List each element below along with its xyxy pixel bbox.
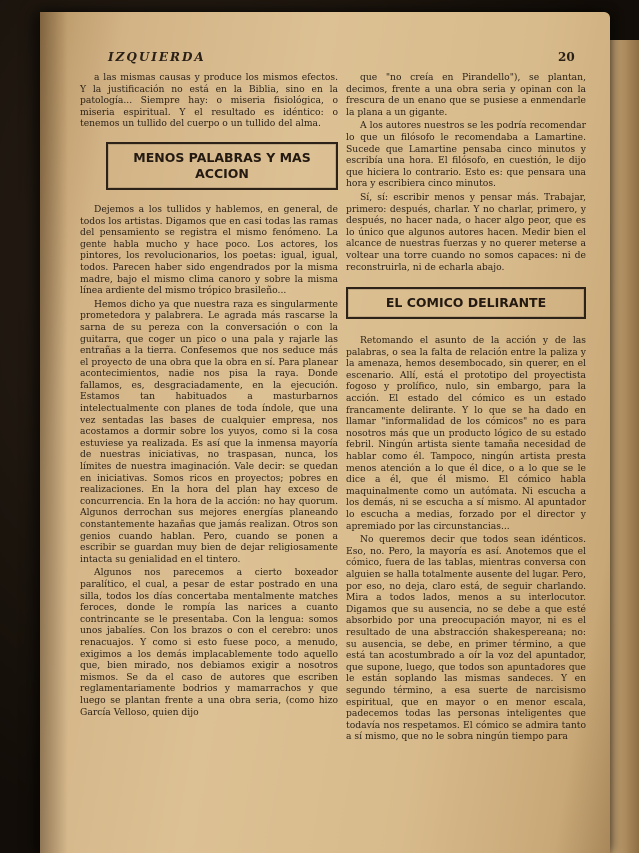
- paragraph: Sí, sí: escribir menos y pensar más. Trabajar, primero: después, charlar. Y no charlar, primero, y después, no hacer nada, o hacer algo peor, que es lo único que algunos autores hacen. Medir bien el alcance de nuestras fuerzas y no querer meterse a voltear una torre cuando no somos capaces: ni de reconstruirla, ni de echarla abajo.: [346, 191, 586, 273]
- paragraph: No queremos decir que todos sean idénticos. Eso, no. Pero, la mayoría es así. Anotemos que el cómico, fuera de las tablas, mientras conversa con alguien se halla totalmente ausente del lugar. Pero, por eso, no deja, claro está, de seguir charlando. Mira a todos lados, menos a su interlocutor. Digamos que su ausencia, no se debe a que esté absorbido por una preocupación mayor, ni es el resultado de una abstracción shakespereana; no: su ausencia, se debe, en primer término, a que está tan acostumbrado a oír la voz del apuntador, que supone, luego, que todos son apuntadores que le están soplando las mismas sandeces. Y en segundo término, a esa suerte de narcisismo espiritual, que en mayor o en menor escala, padecemos todas las personas inteligentes que todavía nos respetamos. El cómico se admira tanto a sí mismo, que no le sobra ningún tiempo para: [346, 534, 586, 743]
- paragraph: A los autores nuestros se les podría recomendar lo que un filósofo le recomendaba a Lamartine. Sucede que Lamartine pensaba cinco minutos y escribía una hora. El filósofo, en cuestión, le dijo que hiciera lo contrario. Esto es: que pensara una hora y escribiera cinco minutos.: [346, 120, 586, 190]
- paragraph: Retomando el asunto de la acción y de las palabras, o sea la falta de relación entre la paliza y la amenaza, hemos desembocado, sin querer, en el escenario. Allí, está el prototipo del proyectista fogoso y prolífico, nulo, sin embargo, para la acción. El estado del cómico es un estado francamente delirante. Y lo que se ha dado en llamar "informalidad de los cómicos" no es para nosotros más que un producto lógico de su estado febril. Ningún artista siente tamaña necesidad de hablar como él. Tampoco, ningún artista presta menos atención a lo que él dice, o a lo que se le dice a él, que él mismo. El cómico habla maquinalmente como un autómata. Ni escucha a los demás, ni se escucha a sí mismo. Al apuntador lo escucha a medias, forzado por el director y apremiado por las circunstancias...: [346, 335, 586, 532]
- section-heading-menos-palabras: MENOS PALABRAS Y MAS ACCION: [106, 142, 338, 190]
- paragraph: Algunos nos parecemos a cierto boxeador paralítico, el cual, a pesar de estar postrado en una silla, todos los días concertaba mentalmente matches feroces, donde le rompía las narices a cuanto contrincante se le presentaba. Con la lengua: somos unos jabalíes. Con los brazos o con el cerebro: unos renacuajos. Y como si esto fuese poco, a menudo, exigimos a los demás implacablemente todo aquello que, bien mirado, nos debiamos exigir a nosotros mismos. Se da el caso de autores que escriben reglamentariamente bodrios y mamarrachos y que luego se plantan frente a una obra seria, (como hizo García Velloso, quien dijo: [80, 567, 338, 718]
- paragraph: que "no creía en Pirandello"), se plantan, decimos, frente a una obra seria y opinan con la frescura de un enano que se pusiese a enmendarle la plana a un gigante.: [346, 72, 586, 118]
- paragraph: Dejemos a los tullidos y hablemos, en general, de todos los artistas. Digamos que en casi todas las ramas del pensamiento se registra el mismo fenómeno. La gente habla mucho y hace poco. Los actores, los pintores, los revolucionarios, los poetas: igual, igual, todos. Parecen haber sido engendrados por la misma madre, bajo el mismo clima canoro y sobre la misma línea ardiente del mismo trópico brasileño...: [80, 203, 338, 297]
- right-column: [346, 72, 586, 745]
- left-column: [80, 72, 338, 720]
- running-title: IZQUIERDA: [108, 50, 206, 64]
- paragraph: a las mismas causas y produce los mismos efectos. Y la justificación no está en la Biblia, sino en la patología... Siempre hay: o miseria fisiológica, o miseria espiritual. Y el resultado es idéntico: o tenemos un tullido del cuerpo o un tullido del alma.: [80, 72, 338, 130]
- section-heading-comico-delirante: EL COMICO DELIRANTE: [346, 287, 586, 319]
- page-number: 20: [558, 50, 575, 64]
- paragraph: Hemos dicho ya que nuestra raza es singularmente prometedora y palabrera. Le agrada más rascarse la sarna de su pereza con la conversación o con la guitarra, que coger un pico o una pala y rajarle las entrañas a la tierra. Confesemos que nos seduce más el proyecto de una obra que la obra en sí. Para planear acontecimientos, nadie nos pisa la raya. Donde fallamos, es, desgraciadamente, en la ejecución. Estamos tan habituados a masturbarnos intelectualmente con planes de toda índole, que una vez sentadas las bases de cualquier empresa, nos acostamos a dormir sobre los yuyos, como si la cosa estuviese ya realizada. Es así que la inmensa mayoría de nuestras iniciativas, no traspasan, nunca, los límites de nuestra imaginación. Vale decir: se quedan en iniciativas. Somos ricos en proyectos; pobres en realizaciones. En la hora del plan hay exceso de concurrencia. En la hora de la acción: no hay quorum. Algunos derrochan sus mejores energías planeando constantemente hazañas que jamás realizan. Otros son genios cuando hablan. Pero, cuando se ponen a escribir se guardan muy bien de dejar religiosamente intacta su genialidad en el tintero.: [80, 298, 338, 565]
